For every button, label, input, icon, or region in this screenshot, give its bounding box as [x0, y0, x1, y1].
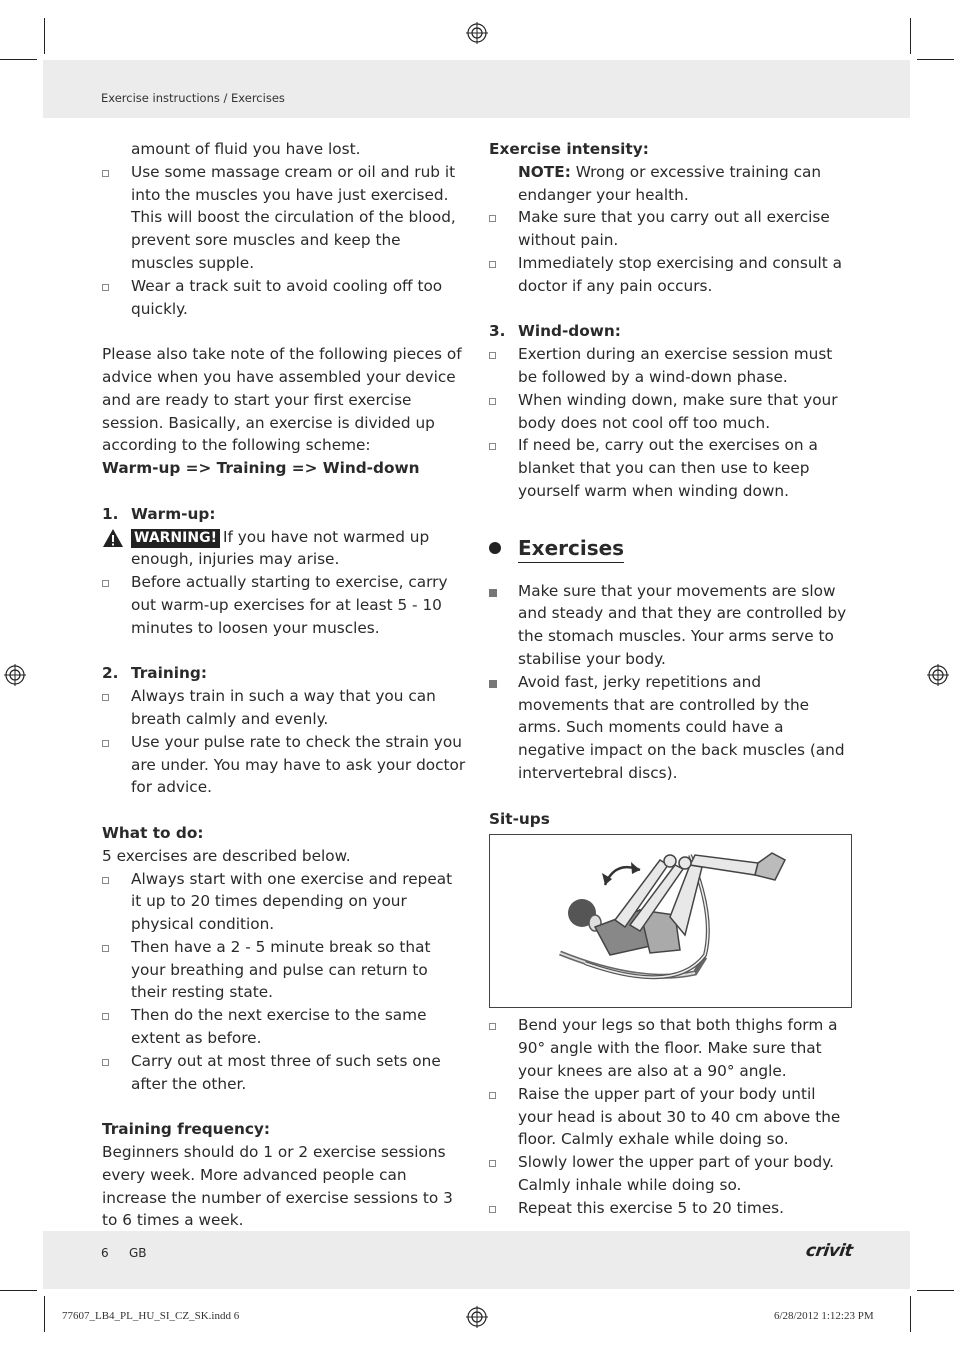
list-item: Always train in such a way that you can breath calmly and evenly.: [102, 685, 467, 731]
bullet-square-icon: [489, 261, 496, 268]
warning-line: WARNING! If you have not warmed up enough, injuries may arise.: [102, 526, 467, 572]
paragraph: Please also take note of the following pieces of advice when you have assembled your device and are ready to start your first exercise session. Basically, an exercise is divided up according to the following scheme:: [102, 345, 462, 455]
list-item: When winding down, make sure that your body does not cool off too much.: [489, 389, 854, 435]
list-item: Make sure that your movements are slow and steady and that they are controlled by the stomach muscles. Your arms serve to stabilise your body.: [489, 580, 854, 671]
list-item: If need be, carry out the exercises on a blanket that you can then use to keep yourself warm when winding down.: [489, 434, 854, 502]
warning-badge: WARNING!: [131, 529, 220, 548]
bullet-dot-icon: [489, 542, 501, 554]
bullet-square-icon: [489, 398, 496, 405]
list-item: Before actually starting to exercise, carry out warm-up exercises for at least 5 - 10 minutes to loosen your muscles.: [102, 571, 467, 639]
bullet-square-icon: [102, 580, 109, 587]
list-item: Carry out at most three of such sets one after the other.: [102, 1050, 467, 1096]
crop-mark: [0, 59, 37, 60]
bullet-square-icon: [489, 443, 496, 450]
bullet-solid-square-icon: [489, 680, 497, 688]
situp-figure-image: [490, 835, 850, 1006]
list-item: Repeat this exercise 5 to 20 times.: [489, 1197, 854, 1220]
section-heading-training-frequency: Training frequency:: [102, 1120, 270, 1139]
registration-mark-icon: [466, 1306, 488, 1328]
scheme-line: Warm-up => Training => Wind-down: [102, 459, 420, 478]
right-column: [489, 138, 854, 1219]
paragraph: 5 exercises are described below.: [102, 846, 351, 865]
print-slug-date: 6/28/2012 1:12:23 PM: [774, 1310, 874, 1322]
crop-mark: [910, 18, 911, 54]
warning-triangle-icon: [102, 528, 124, 548]
bullet-square-icon: [489, 1023, 496, 1030]
list-item: Make sure that you carry out all exercise without pain.: [489, 206, 854, 252]
section-heading-warmup: 1. Warm-up:: [102, 504, 216, 523]
language-code: GB: [129, 1246, 147, 1260]
registration-mark-icon: [4, 664, 26, 686]
registration-mark-icon: [927, 664, 949, 686]
page-header: [43, 60, 910, 118]
bullet-square-icon: [102, 1013, 109, 1020]
bullet-square-icon: [102, 1059, 109, 1066]
paragraph: Beginners should do 1 or 2 exercise sessions every week. More advanced people can increase the number of exercise sessions to 3 to 6 times a week.: [102, 1143, 453, 1230]
bullet-square-icon: [489, 215, 496, 222]
bullet-square-icon: [102, 945, 109, 952]
brand-logo: crivit: [804, 1241, 854, 1261]
registration-mark-icon: [466, 22, 488, 44]
running-header: Exercise instructions / Exercises: [101, 91, 285, 105]
bullet-solid-square-icon: [489, 589, 497, 597]
left-column: [102, 138, 467, 1232]
bullet-square-icon: [489, 352, 496, 359]
crop-mark: [44, 18, 45, 54]
section-heading-situps: Sit-ups: [489, 809, 550, 828]
page-footer: [43, 1231, 910, 1289]
bullet-square-icon: [102, 694, 109, 701]
section-heading-wind-down: 3. Wind-down:: [489, 322, 621, 341]
note-line: NOTE: Wrong or excessive training can endanger your health.: [518, 162, 822, 204]
list-item: Raise the upper part of your body until your head is about 30 to 40 cm above the floor. Calmly exhale while doing so.: [489, 1083, 854, 1151]
bullet-square-icon: [489, 1160, 496, 1167]
list-item: Always start with one exercise and repeat it up to 20 times depending on your physical condition.: [102, 868, 467, 936]
print-slug-file: 77607_LB4_PL_HU_SI_CZ_SK.indd 6: [62, 1310, 240, 1322]
bullet-square-icon: [102, 877, 109, 884]
bullet-square-icon: [102, 740, 109, 747]
list-item: Then have a 2 - 5 minute break so that your breathing and pulse can return to their resting state.: [102, 936, 467, 1004]
list-item: Avoid fast, jerky repetitions and movements that are controlled by the arms. Such moments could have a negative impact on the back muscles (and intervertebral discs).: [489, 671, 854, 785]
crop-mark: [0, 1290, 37, 1291]
section-heading-what-to-do: What to do:: [102, 823, 204, 842]
list-item: Exertion during an exercise session must be followed by a wind-down phase.: [489, 343, 854, 389]
list-item: Use some massage cream or oil and rub it into the muscles you have just exercised. This will boost the circulation of the blood, prevent sore muscles and keep the muscles supple.: [102, 161, 467, 275]
bullet-square-icon: [489, 1092, 496, 1099]
list-item: Then do the next exercise to the same extent as before.: [102, 1004, 467, 1050]
paragraph: amount of fluid you have lost.: [131, 140, 361, 158]
bullet-square-icon: [102, 170, 109, 177]
list-item: Use your pulse rate to check the strain you are under. You may have to ask your doctor for advice.: [102, 731, 467, 799]
crop-mark: [917, 1290, 954, 1291]
crop-mark: [917, 59, 954, 60]
section-heading-exercises: Exercises: [489, 534, 854, 562]
bullet-square-icon: [102, 284, 109, 291]
list-item: Immediately stop exercising and consult a doctor if any pain occurs.: [489, 252, 854, 298]
section-heading-training: 2. Training:: [102, 664, 207, 683]
page-number: 6: [101, 1246, 109, 1260]
list-item: Slowly lower the upper part of your body. Calmly inhale while doing so.: [489, 1151, 854, 1197]
situp-illustration: [489, 834, 852, 1008]
list-item: Bend your legs so that both thighs form a 90° angle with the floor. Make sure that your knees are also at a 90° angle.: [489, 1014, 854, 1082]
crop-mark: [44, 1296, 45, 1332]
list-item: Wear a track suit to avoid cooling off too quickly.: [102, 275, 467, 321]
crop-mark: [910, 1296, 911, 1332]
bullet-square-icon: [489, 1206, 496, 1213]
section-heading-intensity: Exercise intensity:: [489, 140, 649, 158]
